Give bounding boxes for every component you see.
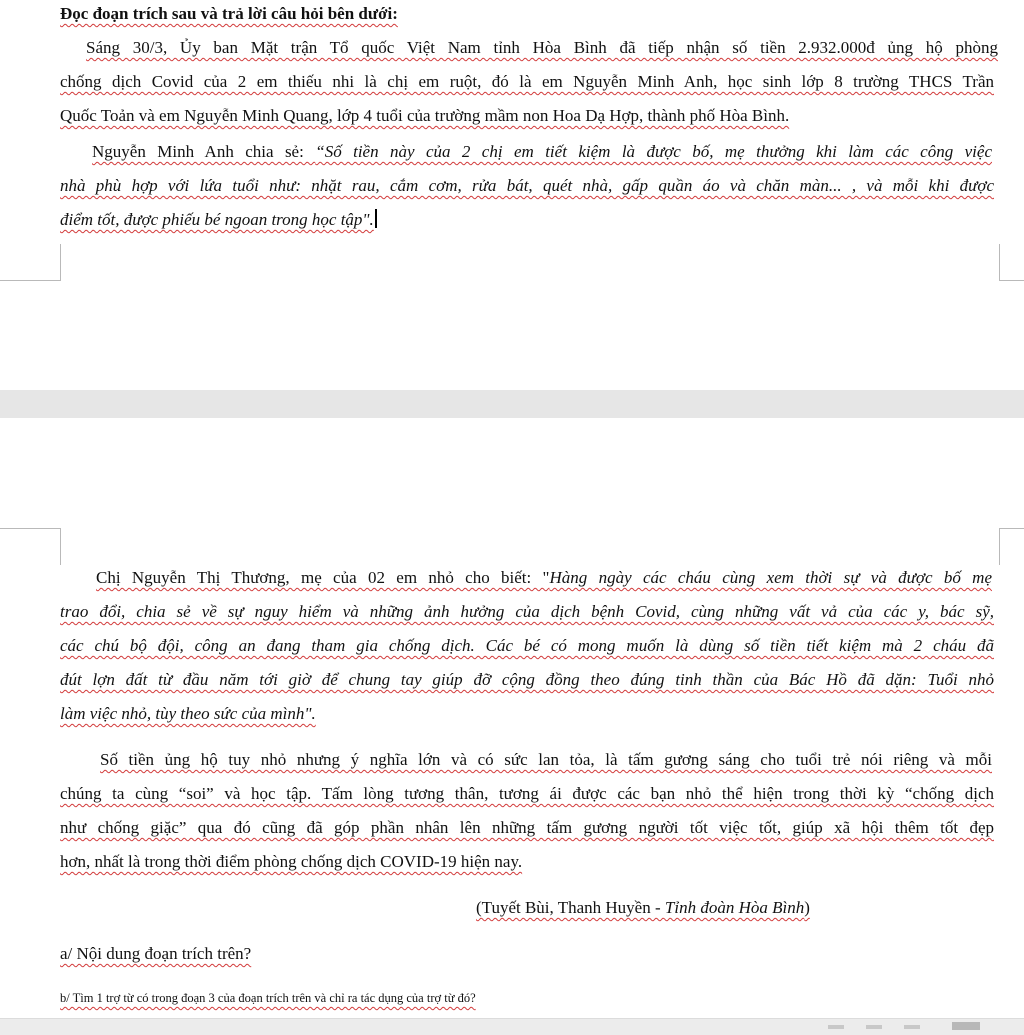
view-mode-icon[interactable] <box>828 1025 844 1029</box>
para3-line-1 <box>96 566 992 590</box>
para3-lead: Chị Nguyễn Thị Thương, mẹ của 02 em nhỏ cho biết: " <box>96 568 550 587</box>
para2-line-1 <box>92 140 992 164</box>
para3-line-5: làm việc nhỏ, tùy theo sức của mình". <box>60 704 316 723</box>
margin-mark-top-right <box>999 244 1024 281</box>
para4-line-4: hơn, nhất là trong thời điểm phòng chống dịch COVID-19 hiện nay. <box>60 852 523 871</box>
margin-mark-top-left <box>0 244 61 281</box>
text-cursor <box>375 209 377 228</box>
para2-quote-3: điểm tốt, được phiếu bé ngoan trong học tập". <box>60 210 374 229</box>
para2-quote-1: “Số tiền này của 2 chị em tiết kiệm là được bố, mẹ thưởng khi làm các công việc <box>315 142 992 161</box>
para2-line-2: nhà phù hợp với lứa tuổi như: nhặt rau, cắm cơm, rửa bát, quét nhà, gấp quần áo và chăn màn... , và mỗi khi được <box>60 176 994 195</box>
para2-line-3 <box>60 208 994 232</box>
para3-quote-1: Hàng ngày các cháu cùng xem thời sự và được bố mẹ <box>549 568 992 587</box>
margin-mark-bottom-left <box>0 528 61 565</box>
layout-icon[interactable] <box>866 1025 882 1029</box>
para2-lead: Nguyễn Minh Anh chia sẻ: <box>92 142 316 161</box>
source-citation <box>476 896 896 920</box>
source-org: Tỉnh đoàn Hòa Bình <box>664 898 805 917</box>
question-a: a/ Nội dung đoạn trích trên? <box>60 944 252 963</box>
para1-line-3: Quốc Toản và em Nguyễn Minh Quang, lớp 4 tuổi của trường mầm non Hoa Dạ Hợp, thành phố Hòa Bình. <box>60 106 790 125</box>
zoom-slider-handle[interactable] <box>952 1022 980 1030</box>
para3-line-3: các chú bộ đội, công an đang tham gia chống dịch. Các bé có mong muốn là dùng số tiền tiết kiệm mà 2 cháu đã <box>60 636 994 655</box>
source-close: ) <box>804 898 810 917</box>
para3-line-4: đút lợn đất từ đầu năm tới giờ để chung tay giúp đỡ cộng đồng theo đúng tinh thần của Bác Hồ đã dặn: Tuổi nhỏ <box>60 670 994 689</box>
source-authors: (Tuyết Bùi, Thanh Huyền - <box>476 898 665 917</box>
para4-line-2: chúng ta cùng “soi” và học tập. Tấm lòng tương thân, tương ái được các bạn nhỏ thể hiện trong thời kỳ “chống dịch <box>60 784 994 803</box>
para1-line-2: chống dịch Covid của 2 em thiếu nhi là chị em ruột, đó là em Nguyễn Minh Anh, học sinh lớp 8 trường THCS Trần <box>60 72 994 91</box>
status-bar <box>0 1018 1024 1035</box>
para3-line-2: trao đổi, chia sẻ về sự nguy hiểm và những ảnh hưởng của dịch bệnh Covid, cùng những vất vả của các y, bác sỹ, <box>60 602 994 621</box>
para4-line-1: Số tiền ủng hộ tuy nhỏ nhưng ý nghĩa lớn và có sức lan tỏa, là tấm gương sáng cho tuổi trẻ nói riêng và mỗi <box>100 750 992 769</box>
document-page-1[interactable] <box>0 0 1024 390</box>
web-view-icon[interactable] <box>904 1025 920 1029</box>
instruction-heading: Đọc đoạn trích sau và trả lời câu hỏi bên dưới: <box>60 4 398 23</box>
question-b: b/ Tìm 1 trợ từ có trong đoạn 3 của đoạn trích trên và chỉ ra tác dụng của trợ từ đó? <box>60 991 476 1005</box>
page-gap <box>0 390 1024 418</box>
margin-mark-bottom-right <box>999 528 1024 565</box>
document-page-2[interactable] <box>0 418 1024 1018</box>
para4-line-3: như chống giặc” qua đó cũng đã góp phần nhân lên những tấm gương người tốt việc tốt, giúp xã hội thêm tốt đẹp <box>60 818 994 837</box>
para1-line-1: Sáng 30/3, Ủy ban Mặt trận Tổ quốc Việt Nam tỉnh Hòa Bình đã tiếp nhận số tiền 2.932.000đ ủng hộ phòng <box>86 38 998 57</box>
